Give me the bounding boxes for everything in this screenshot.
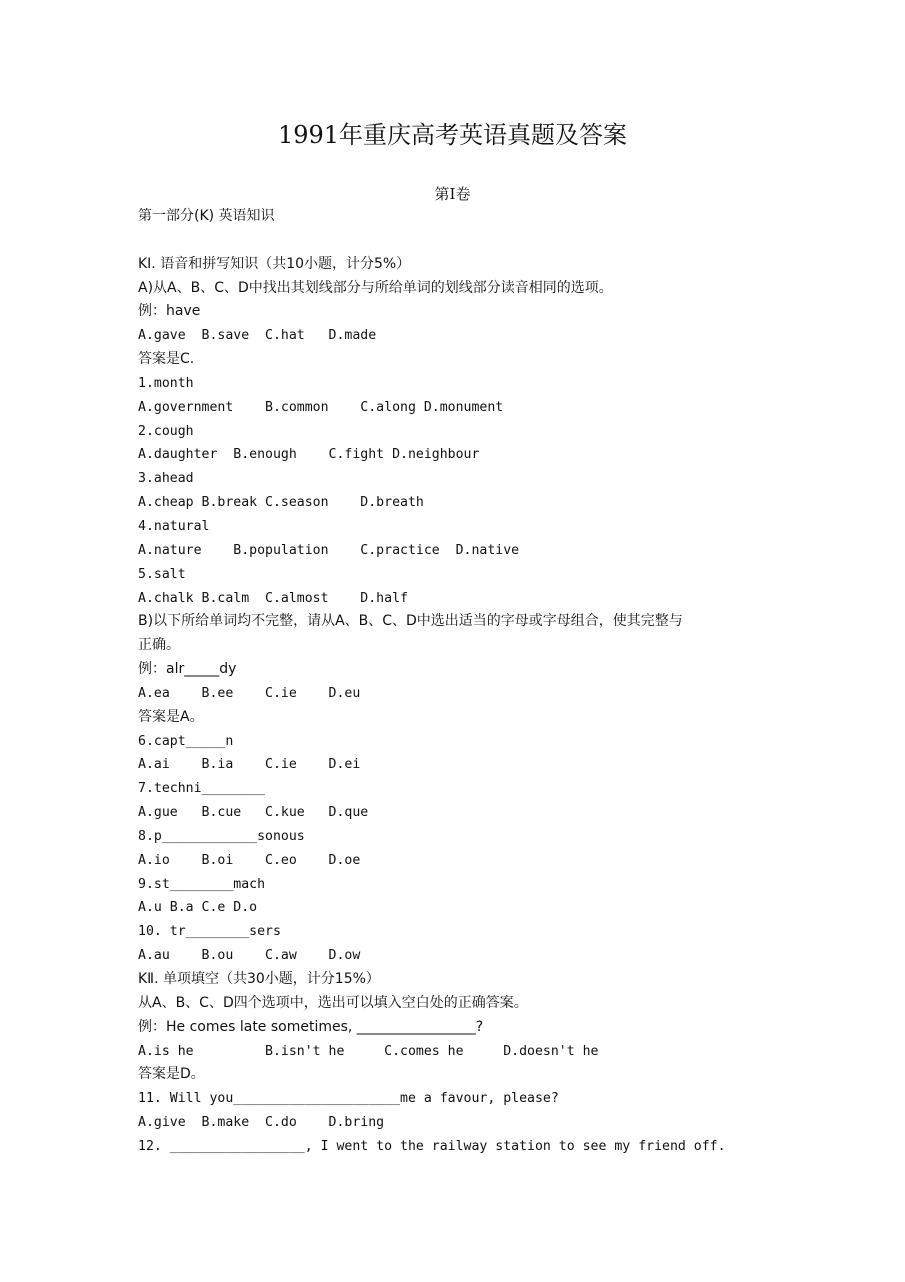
question-5: 5.salt xyxy=(138,566,186,582)
question-9-options: A.u B.a C.e D.o xyxy=(138,900,258,916)
section-b-instructions: B)以下所给单词均不完整，请从A、B、C、D中选出适当的字母或字母组合，使其完整与 xyxy=(138,613,683,630)
example-word: 例：alr_____dy xyxy=(138,661,237,678)
question-11: 11. Will you_____________________me a favour, please? xyxy=(138,1091,559,1107)
example-options: A.is he B.isn't he C.comes he D.doesn't he xyxy=(138,1043,599,1059)
example-sentence: 例：He comes late sometimes, _________________? xyxy=(138,1018,484,1035)
question-1-options: A.government B.common C.along D.monument xyxy=(138,399,504,415)
part-heading: 第一部分(K) 英语知识 xyxy=(138,208,275,224)
question-1: 1.month xyxy=(138,375,194,391)
question-10-options: A.au B.ou C.aw D.ow xyxy=(138,948,361,964)
question-12: 12. _________________, I went to the railway station to see my friend off. xyxy=(138,1138,726,1154)
question-2: 2.cough xyxy=(138,423,194,439)
document-title: 1991年重庆高考英语真题及答案 xyxy=(277,121,628,149)
question-7-options: A.gue B.cue C.kue D.que xyxy=(138,805,369,821)
section-k2-instructions: 从A、B、C、D四个选项中，选出可以填入空白处的正确答案。 xyxy=(138,994,528,1011)
section-heading-k2: KⅡ. 单项填空（共30小题，计分15%） xyxy=(138,971,380,987)
question-10: 10. tr________sers xyxy=(138,924,281,940)
question-6: 6.capt_____n xyxy=(138,733,234,749)
question-8: 8.p____________sonous xyxy=(138,828,305,844)
volume-heading: 第Ⅰ卷 xyxy=(434,185,471,203)
question-9: 9.st________mach xyxy=(138,876,266,892)
question-2-options: A.daughter B.enough C.fight D.neighbour xyxy=(138,447,480,463)
section-b-instructions-cont: 正确。 xyxy=(138,637,180,654)
question-6-options: A.ai B.ia C.ie D.ei xyxy=(138,757,361,773)
question-4: 4.natural xyxy=(138,518,210,534)
question-11-options: A.give B.make C.do D.bring xyxy=(138,1115,385,1131)
question-3: 3.ahead xyxy=(138,471,194,487)
example-answer: 答案是C. xyxy=(138,351,195,368)
example-options: A.ea B.ee C.ie D.eu xyxy=(138,685,361,701)
example-options: A.gave B.save C.hat D.made xyxy=(138,328,377,344)
section-a-instructions: A)从A、B、C、D中找出其划线部分与所给单词的划线部分读音相同的选项。 xyxy=(138,279,613,296)
question-4-options: A.nature B.population C.practice D.native xyxy=(138,542,520,558)
blank-line xyxy=(138,229,778,253)
section-heading-k1: KⅠ. 语音和拼写知识（共10小题，计分5%） xyxy=(138,255,411,272)
question-8-options: A.io B.oi C.eo D.oe xyxy=(138,852,361,868)
question-3-options: A.cheap B.break C.season D.breath xyxy=(138,495,424,511)
question-5-options: A.chalk B.calm C.almost D.half xyxy=(138,590,408,606)
example-answer: 答案是D。 xyxy=(138,1066,205,1083)
example-answer: 答案是A。 xyxy=(138,708,204,725)
example-word: 例：have xyxy=(138,303,201,320)
question-7: 7.techni________ xyxy=(138,781,266,797)
document-body xyxy=(138,205,778,1159)
